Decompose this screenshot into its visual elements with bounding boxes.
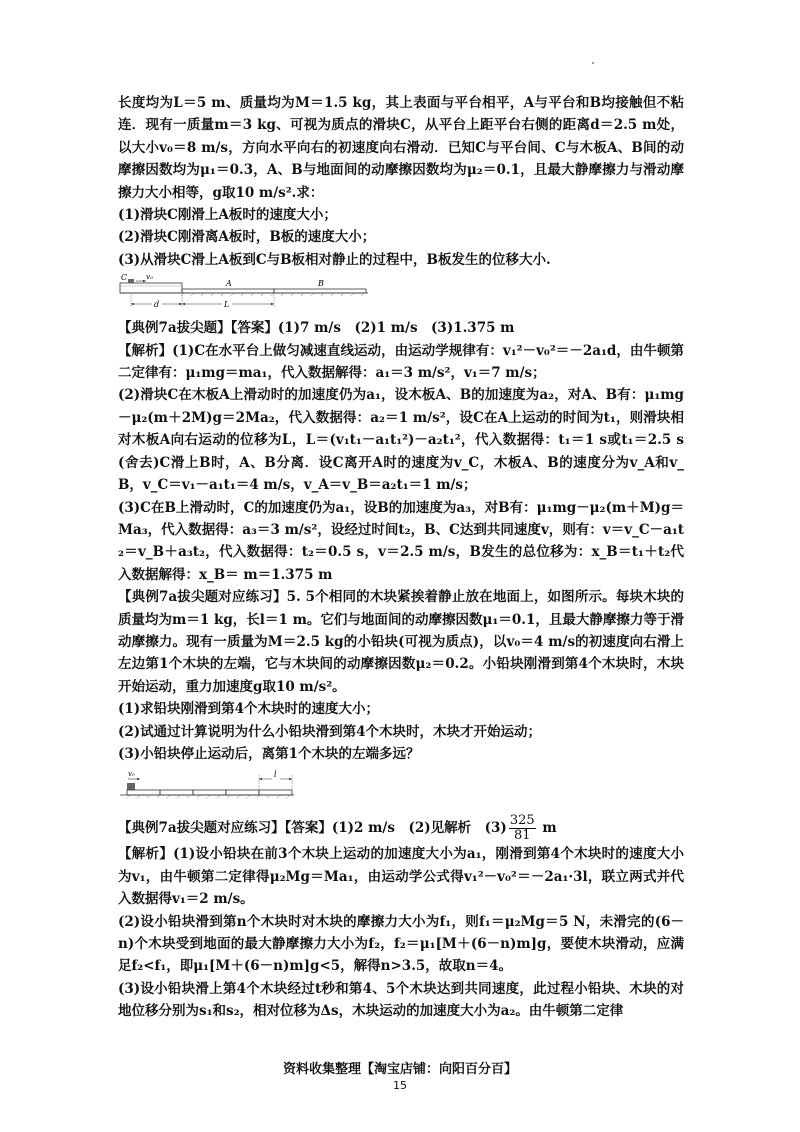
platform-diagram (118, 273, 378, 313)
problem-question-2: (2)滑块C刚滑离A板时，B板的速度大小； (118, 229, 376, 246)
wood-block-2 (160, 790, 193, 795)
lead-block (127, 783, 135, 790)
answer-2-unit: m (537, 820, 557, 837)
exercise-intro: 【典例7a拔尖题对应练习】5. 5个相同的木块紧挨着静止放在地面上，如图所示。每块木块的质量均为m＝1 kg，长l＝1 m。它们与地面间的动摩擦因数μ₁＝0.1，且最大静摩擦力等于滑动摩擦力。现有一质量为M＝2.5 kg的小铅块(可视为质点)，以v₀＝4 m/s的初速度向右滑上左边第1个木块的左端，它与木块间的动摩擦因数μ₂＝0.2。小铅块刚滑到第4个木块时，木块开始运动，重力加速度g取10 m/s²。 (118, 589, 684, 695)
page-number: 15 (393, 1079, 407, 1092)
wood-block-1 (127, 790, 160, 795)
label-b: B (318, 279, 324, 289)
figure-platform-boards (118, 273, 684, 313)
block-c (128, 279, 134, 283)
figure-wood-blocks (118, 767, 684, 809)
speck (592, 62, 594, 64)
answer-1-heading: 【典例7a拔尖题】【答案】(1)7 m/s (2)1 m/s (3)1.375 m (118, 320, 515, 337)
answer-2-fraction (509, 814, 536, 843)
label-c: C (121, 273, 128, 283)
blocks-diagram (118, 767, 298, 809)
problem-intro: 长度均为L＝5 m、质量均为M＝1.5 kg，其上表面与平台相平，A与平台和B均接触但不粘连．现有一质量m＝3 kg、可视为质点的滑块C，从平台上距平台右侧的距离d＝2.5 m处，以大小v₀＝8 m/s，方向水平向右的初速度向右滑动．已知C与平台间、C与木板A、B间的动摩擦因数均为μ₁＝0.3，A、B与地面间的动摩擦因数均为μ₂＝0.1，且最大静摩擦力与滑动摩擦力大小相等，g取10 m/s².求： (118, 95, 684, 201)
label-l-2: l (274, 770, 277, 780)
answer-2-part-1: 【解析】(1)设小铅块在前3个木块上运动的加速度大小为a₁，刚滑到第4个木块时的速度大小为v₁，由牛顿第二定律得μ₂Mg＝Ma₁，由运动学公式得v₁²－v₀²＝－2a₁·3l，联立两式并代入数据得v₁＝2 m/s。 (118, 846, 684, 908)
footer-credit: 资料收集整理【淘宝店铺：向阳百分百】 (282, 1062, 517, 1077)
exercise-question-3: (3)小铅块停止运动后，离第1个木块的左端多远？ (118, 745, 420, 762)
exercise-question-2: (2)试通过计算说明为什么小铅块滑到第4个木块时，木块才开始运动； (118, 723, 542, 740)
answer-1-part-1: 【解析】(1)C在水平台上做匀减速直线运动，由运动学规律有：v₁²－v₀²＝－2a₁d，由牛顿第二定律有：μ₁mg＝ma₁，代入数据解得：a₁＝3 m/s²，v₁＝7 m/s； (118, 342, 684, 382)
board-a (182, 289, 274, 293)
fraction-denominator: 81 (513, 828, 531, 844)
board-b (274, 289, 366, 293)
exercise-question-1: (1)求铅块刚滑到第4个木块时的速度大小； (118, 701, 380, 718)
document-body (118, 92, 684, 1023)
label-v0-2: v₀ (128, 770, 135, 779)
label-l: L (224, 300, 230, 310)
answer-2-head-text: 【典例7a拔尖题对应练习】【答案】(1)2 m/s (2)见解析 (3) (118, 820, 507, 837)
wood-block-5 (259, 790, 292, 795)
answer-2-part-3: (3)设小铅块滑上第4个木块经过t秒和第4、5个木块达到共同速度，此过程小铅块、木块的对地位移分别为s₁和s₂，相对位移为Δs，木块运动的加速度大小为a₂。由牛顿第二定律 (118, 980, 684, 1020)
answer-2-heading (118, 813, 684, 843)
label-v0: v₀ (146, 273, 153, 282)
wood-block-3 (193, 790, 226, 795)
platform (120, 283, 182, 293)
wood-block-4 (226, 790, 259, 795)
label-d: d (154, 300, 160, 310)
label-a: A (226, 279, 232, 289)
answer-2-part-2: (2)设小铅块滑到第n个木块时对木块的摩擦力大小为f₁，则f₁＝μ₂Mg＝5 N，未滑完的(6－n)个木块受到地面的最大静摩擦力大小为f₂，f₂＝μ₁[M＋(6－n)m]g，要使木块滑动，应满足f₂<f₁，即μ₁[M＋(6－n)m]g<5，解得n>3.5，故取n＝4。 (118, 913, 684, 975)
answer-1-part-3: (3)C在B上滑动时，C的加速度仍为a₁，设B的加速度为a₃，对B有：μ₁mg－μ₂(m＋M)g＝Ma₃，代入数据得：a₃＝3 m/s²，设经过时间t₂，B、C达到共同速度v，则有：v＝v_C－a₁t₂＝v_B＋a₃t₂，代入数据得：t₂＝0.5 s，v＝2.5 m/s，B发生的总位移为：x_B＝t₁＋t₂代入数据解得：x_B＝ m＝1.375 m (118, 499, 684, 583)
problem-question-1: (1)滑块C刚滑上A板时的速度大小； (118, 207, 337, 224)
fraction-numerator: 325 (509, 813, 535, 829)
answer-1-part-2: (2)滑块C在木板A上滑动时的加速度仍为a₁，设木板A、B的加速度为a₂，对A、B有：μ₁mg－μ₂(m＋2M)g＝2Ma₂，代入数据得：a₂＝1 m/s²，设C在A上运动的时间为t₁，则滑块相对木板A向右运动的位移为L，L＝(v₁t₁－a₁t₁²)－a₂t₁²，代入数据得：t₁＝1 s或t₁＝2.5 s(舍去)C滑上B时，A、B分离．设C离开A时的速度为v_C，木板A、B的速度分为v_A和v_B，v_C＝v₁－a₁t₁＝4 m/s，v_A＝v_B＝a₂t₁＝1 m/s； (118, 387, 684, 494)
problem-question-3: (3)从滑块C滑上A板到C与B板相对静止的过程中，B板发生的位移大小. (118, 251, 551, 268)
